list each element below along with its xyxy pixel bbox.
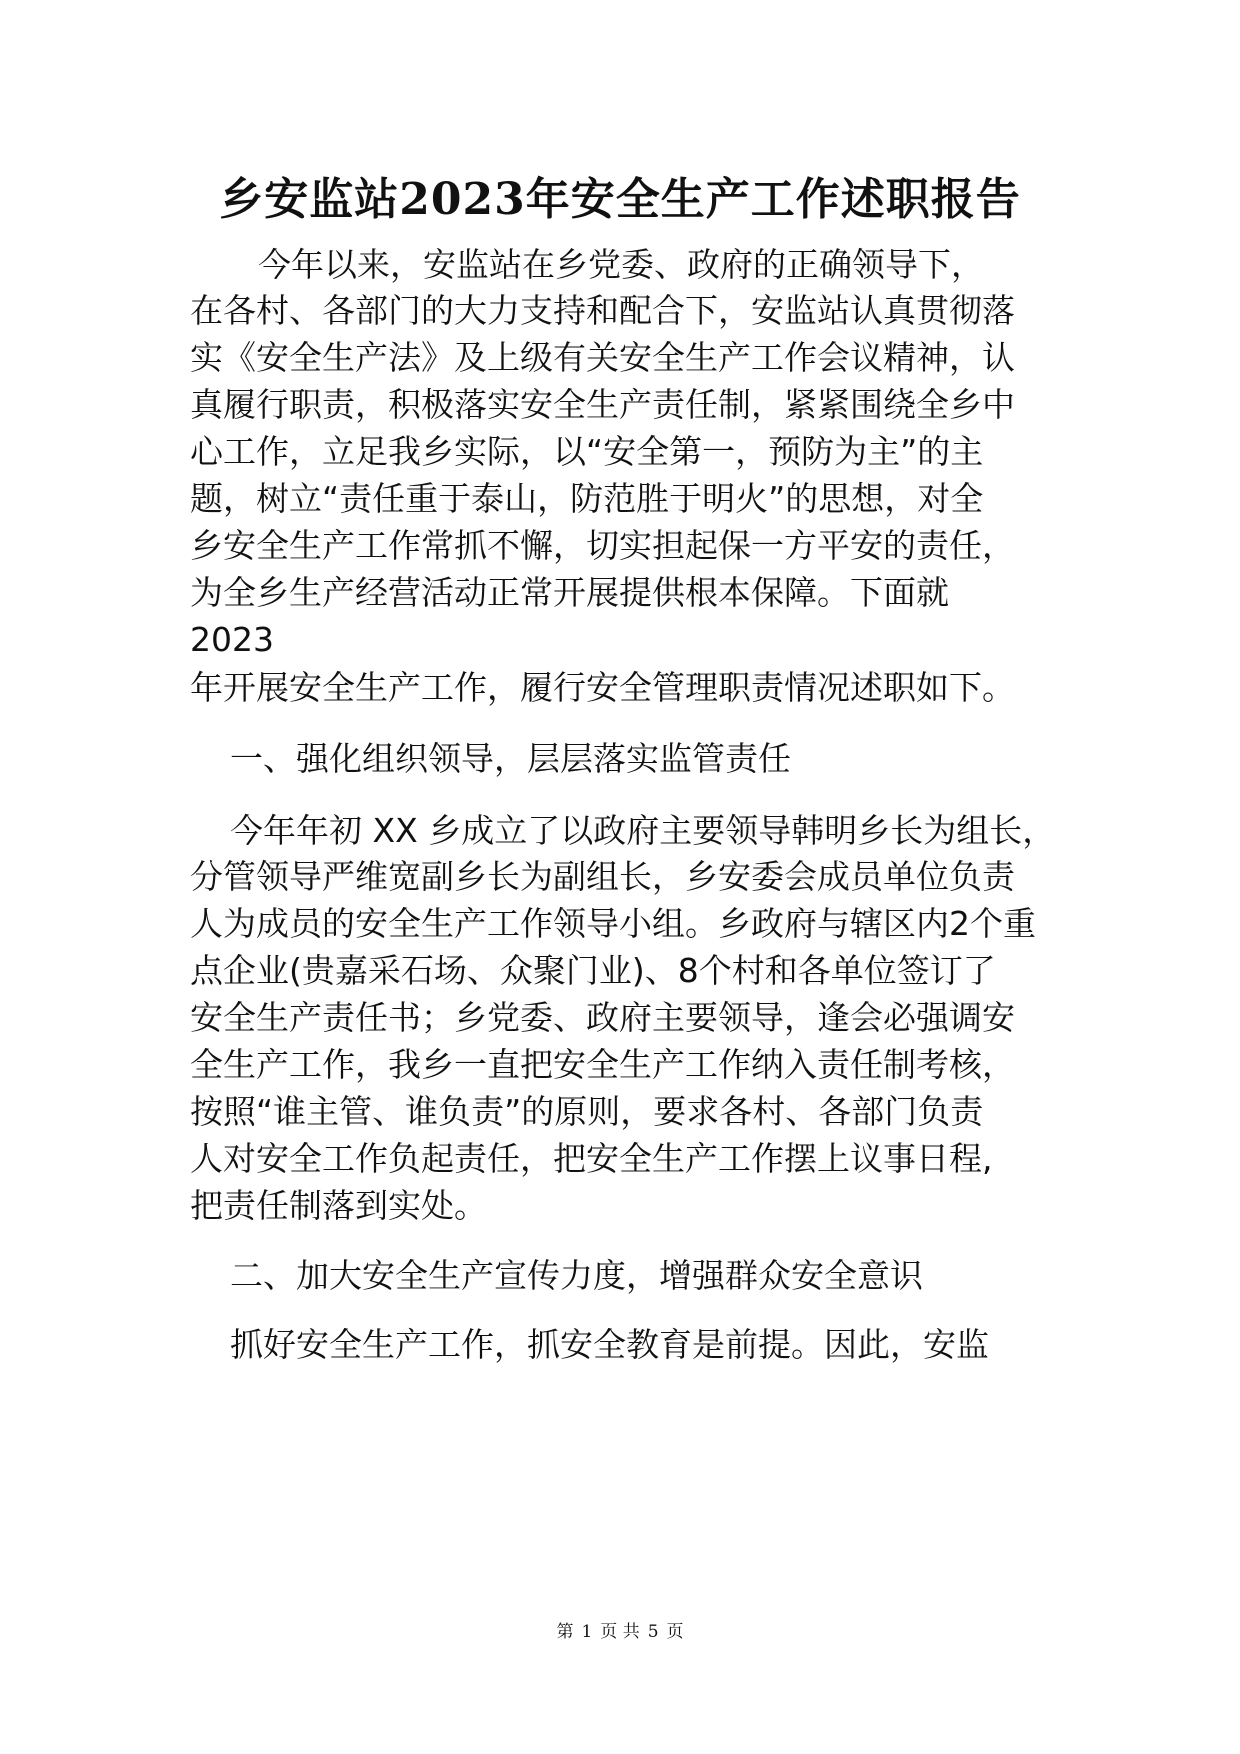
footer-total-pages: 5 bbox=[647, 1622, 659, 1642]
paragraph-line: 年开展安全生产工作，履行安全管理职责情况述职如下。 bbox=[190, 668, 1015, 707]
paragraph-line: 分管领导严维宽副乡长为副组长，乡安委会成员单位负责 bbox=[190, 857, 1015, 896]
paragraph-line: 2023 bbox=[190, 620, 274, 659]
paragraph-line: 抓好安全生产工作，抓安全教育是前提。因此，安监 bbox=[230, 1325, 989, 1364]
paragraph-line: 今年年初 XX 乡成立了以政府主要领导韩明乡长为组长， bbox=[230, 811, 1056, 850]
paragraph-line: 今年以来，安监站在乡党委、政府的正确领导下， bbox=[258, 245, 984, 284]
paragraph-line: 人为成员的安全生产工作领导小组。乡政府与辖区内2个重 bbox=[190, 904, 1036, 943]
paragraph-line: 题，树立“责任重于泰山，防范胜于明火”的思想，对全 bbox=[190, 479, 984, 518]
paragraph-line: 乡安全生产工作常抓不懈，切实担起保一方平安的责任， bbox=[190, 526, 1015, 565]
paragraph-line: 安全生产责任书；乡党委、政府主要领导，逢会必强调安 bbox=[190, 998, 1015, 1037]
section-heading: 二、加大安全生产宣传力度，增强群众安全意识 bbox=[230, 1256, 923, 1295]
paragraph-line: 为全乡生产经营活动正常开展提供根本保障。下面就 bbox=[190, 573, 949, 612]
paragraph-line: 实《安全生产法》及上级有关安全生产工作会议精神，认 bbox=[190, 338, 1015, 377]
paragraph-line: 把责任制落到实处。 bbox=[190, 1186, 487, 1225]
footer-middle: 页 共 bbox=[600, 1622, 640, 1642]
paragraph-line: 心工作，立足我乡实际，以“安全第一，预防为主”的主 bbox=[190, 432, 984, 471]
paragraph-line: 真履行职责，积极落实安全生产责任制，紧紧围绕全乡中 bbox=[190, 385, 1015, 424]
document-title: 乡安监站2023年安全生产工作述职报告 bbox=[219, 174, 1021, 225]
page-number-footer bbox=[0, 1620, 1240, 1644]
footer-current-page: 1 bbox=[581, 1622, 593, 1642]
paragraph-line: 人对安全工作负起责任，把安全生产工作摆上议事日程, bbox=[190, 1139, 993, 1178]
paragraph-line: 在各村、各部门的大力支持和配合下，安监站认真贯彻落 bbox=[190, 291, 1015, 330]
paragraph-line: 按照“谁主管、谁负责”的原则，要求各村、各部门负责 bbox=[190, 1092, 984, 1131]
footer-suffix: 页 bbox=[666, 1622, 684, 1642]
section-heading: 一、强化组织领导，层层落实监管责任 bbox=[230, 739, 791, 778]
footer-prefix: 第 bbox=[556, 1622, 574, 1642]
paragraph-line: 全生产工作，我乡一直把安全生产工作纳入责任制考核， bbox=[190, 1045, 1015, 1084]
paragraph-line: 点企业(贵嘉采石场、众聚门业)、8个村和各单位签订了 bbox=[190, 951, 996, 990]
